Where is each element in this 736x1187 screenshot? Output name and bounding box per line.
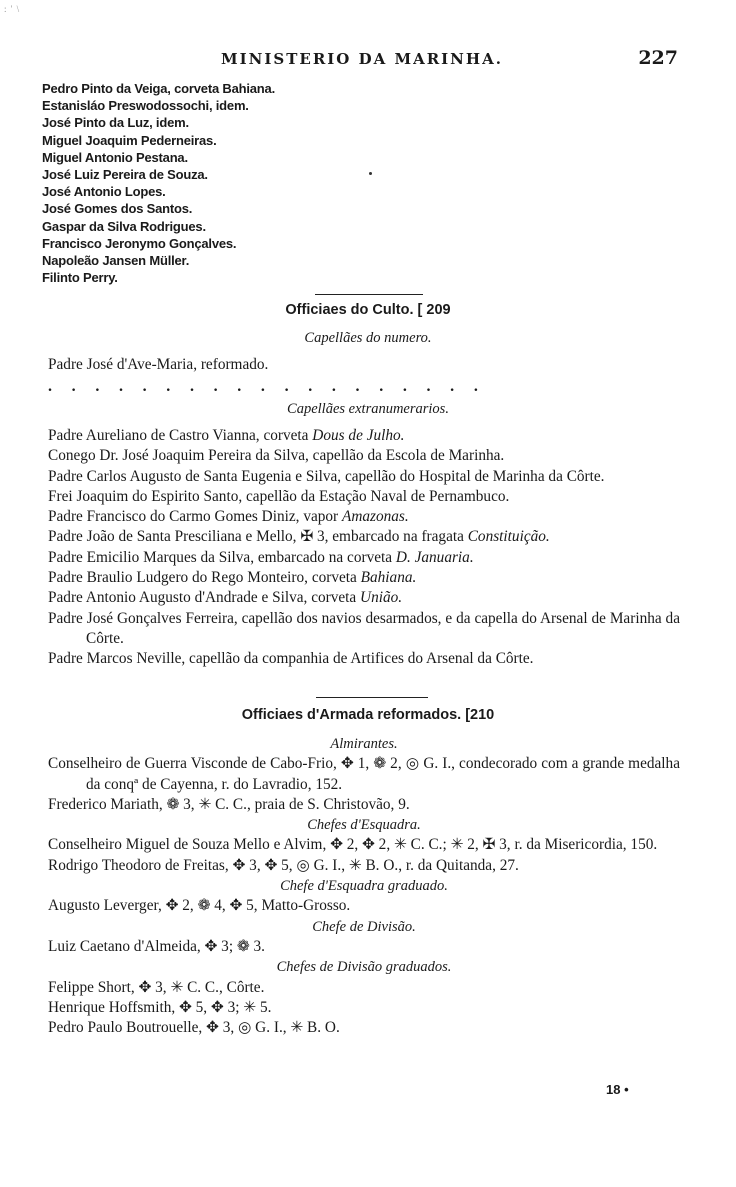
officer-entry: Luiz Caetano d'Almeida, ✥ 3; ❁ 3. [48,937,266,955]
chaplain-entry: Padre João de Santa Presciliana e Mello, ✠ 3, embarcado na fragata Constituição. [48,528,550,546]
ellipsis-dot: . [426,378,431,395]
rank-subtitle: Chefe de Divisão. [312,918,416,935]
ellipsis-dot: . [402,378,407,395]
chaplain-entry: Padre Francisco do Carmo Gomes Diniz, vapor Amazonas. [48,508,409,526]
ellipsis-dot: . [189,378,194,395]
chaplain-entry: Padre José Gonçalves Ferreira, capellão dos navios desarmados, e da capella do Arsenal de Marinha da Côrte. [48,609,680,647]
ellipsis-dot: . [260,378,265,395]
officer-entry: Augusto Leverger, ✥ 2, ❁ 4, ✥ 5, Matto-Grosso. [48,897,351,915]
name-list-item: Napoleão Jansen Müller. [42,253,190,269]
name-list-item: Gaspar da Silva Rodrigues. [42,218,206,234]
name-list-item: Francisco Jeronymo Gonçalves. [42,235,237,251]
rank-subtitle: Chefes de Divisão graduados. [276,959,452,976]
officer-entry: Felippe Short, ✥ 3, ✳ C. C., Côrte. [48,978,265,996]
running-title: MINISTERIO DA MARINHA. [221,50,503,68]
ellipsis-dot: . [71,378,76,395]
officer-entry: Conselheiro de Guerra Visconde de Cabo-Frio, ✥ 1, ❁ 2, ◎ G. I., condecorado com a grande medalha da conqª de Cayenna, r. do Lavradio, 152. [48,755,680,793]
ellipsis-dot: . [166,378,171,395]
ellipsis-dot: . [48,378,52,395]
culto-subtitle-numero: Capellães do numero. [304,330,432,346]
officer-entry: Pedro Paulo Boutrouelle, ✥ 3, ◎ G. I., ✳ B. O. [48,1019,340,1037]
ellipsis-dot: . [142,378,147,395]
ellipsis-dot: . [450,378,455,395]
chaplain-entry: Padre Aureliano de Castro Vianna, corveta Dous de Julho. [48,427,405,444]
ellipsis-dot: . [118,378,123,395]
chaplain-entry: Padre Marcos Neville, capellão da companhia de Artifices do Arsenal da Côrte. [48,650,534,668]
corner-mark: : ' \ [4,4,21,14]
entry-line: Padre José d'Ave-Maria, reformado. [48,356,269,373]
ellipsis-dot: . [284,378,289,395]
armada-section-title: Officiaes d'Armada reformados. [210 [241,707,495,723]
name-list-item: Miguel Antonio Pestana. [42,149,188,165]
name-list-item: José Pinto da Luz, idem. [42,115,189,131]
rank-subtitle: Chefe d'Esquadra graduado. [280,878,448,895]
top-name-list [42,80,642,286]
stray-dot [369,172,372,175]
ellipsis-dot: . [95,378,100,395]
name-list-item: Filinto Perry. [42,270,118,286]
signature-mark: 18 • [606,1082,629,1097]
name-list-item: José Antonio Lopes. [42,184,166,200]
page-header [42,44,682,78]
chaplain-entry: Frei Joaquim do Espirito Santo, capellão da Estação Naval de Pernambuco. [48,487,510,505]
page-number: 227 [638,47,678,69]
culto-section-title: Officiaes do Culto. [ 209 [285,302,451,318]
chaplain-entry: Padre Emicilio Marques da Silva, embarcado na corveta D. Januaria. [48,548,474,566]
officer-entry: Frederico Mariath, ❁ 3, ✳ C. C., praia de S. Christovão, 9. [48,795,410,813]
ellipsis-dot: . [308,378,313,395]
rank-subtitle: Chefes d'Esquadra. [307,817,421,834]
culto-entries [48,426,680,670]
name-list-item: Estanisláo Preswodossochi, idem. [42,98,249,114]
culto-numero-entry [48,355,680,375]
ellipsis-row [48,379,478,395]
ellipsis-dot: . [355,378,360,395]
chaplain-entry: Padre Antonio Augusto d'Andrade e Silva, corveta União. [48,589,403,607]
culto-subtitle-extra: Capellães extranumerarios. [287,401,449,417]
chaplain-entry: Conego Dr. José Joaquim Pereira da Silva, capellão da Escola de Marinha. [48,447,505,465]
ellipsis-dot: . [379,378,384,395]
name-list-item: José Gomes dos Santos. [42,201,193,217]
ellipsis-dot: . [331,378,336,395]
officer-entry: Henrique Hoffsmith, ✥ 5, ✥ 3; ✳ 5. [48,998,272,1016]
officer-entry: Conselheiro Miguel de Souza Mello e Alvim, ✥ 2, ✥ 2, ✳ C. C.; ✳ 2, ✠ 3, r. da Misericordia, 150. [48,836,658,854]
ellipsis-dot: . [213,378,218,395]
ellipsis-dot: . [473,378,478,395]
name-list-item: Pedro Pinto da Veiga, corveta Bahiana. [42,81,275,96]
name-list-item: Miguel Joaquim Pederneiras. [42,132,217,148]
rank-subtitle: Almirantes. [330,736,398,752]
ellipsis-dot: . [237,378,242,395]
name-list-item: José Luiz Pereira de Souza. [42,167,208,183]
chaplain-entry: Padre Braulio Ludgero do Rego Monteiro, corveta Bahiana. [48,569,417,587]
section-rule [315,294,423,295]
armada-entries [48,734,680,1038]
officer-entry: Rodrigo Theodoro de Freitas, ✥ 3, ✥ 5, ◎ G. I., ✳ B. O., r. da Quitanda, 27. [48,856,519,874]
section-rule [316,697,428,698]
chaplain-entry: Padre Carlos Augusto de Santa Eugenia e Silva, capellão do Hospital de Marinha da Côrte. [48,467,605,485]
